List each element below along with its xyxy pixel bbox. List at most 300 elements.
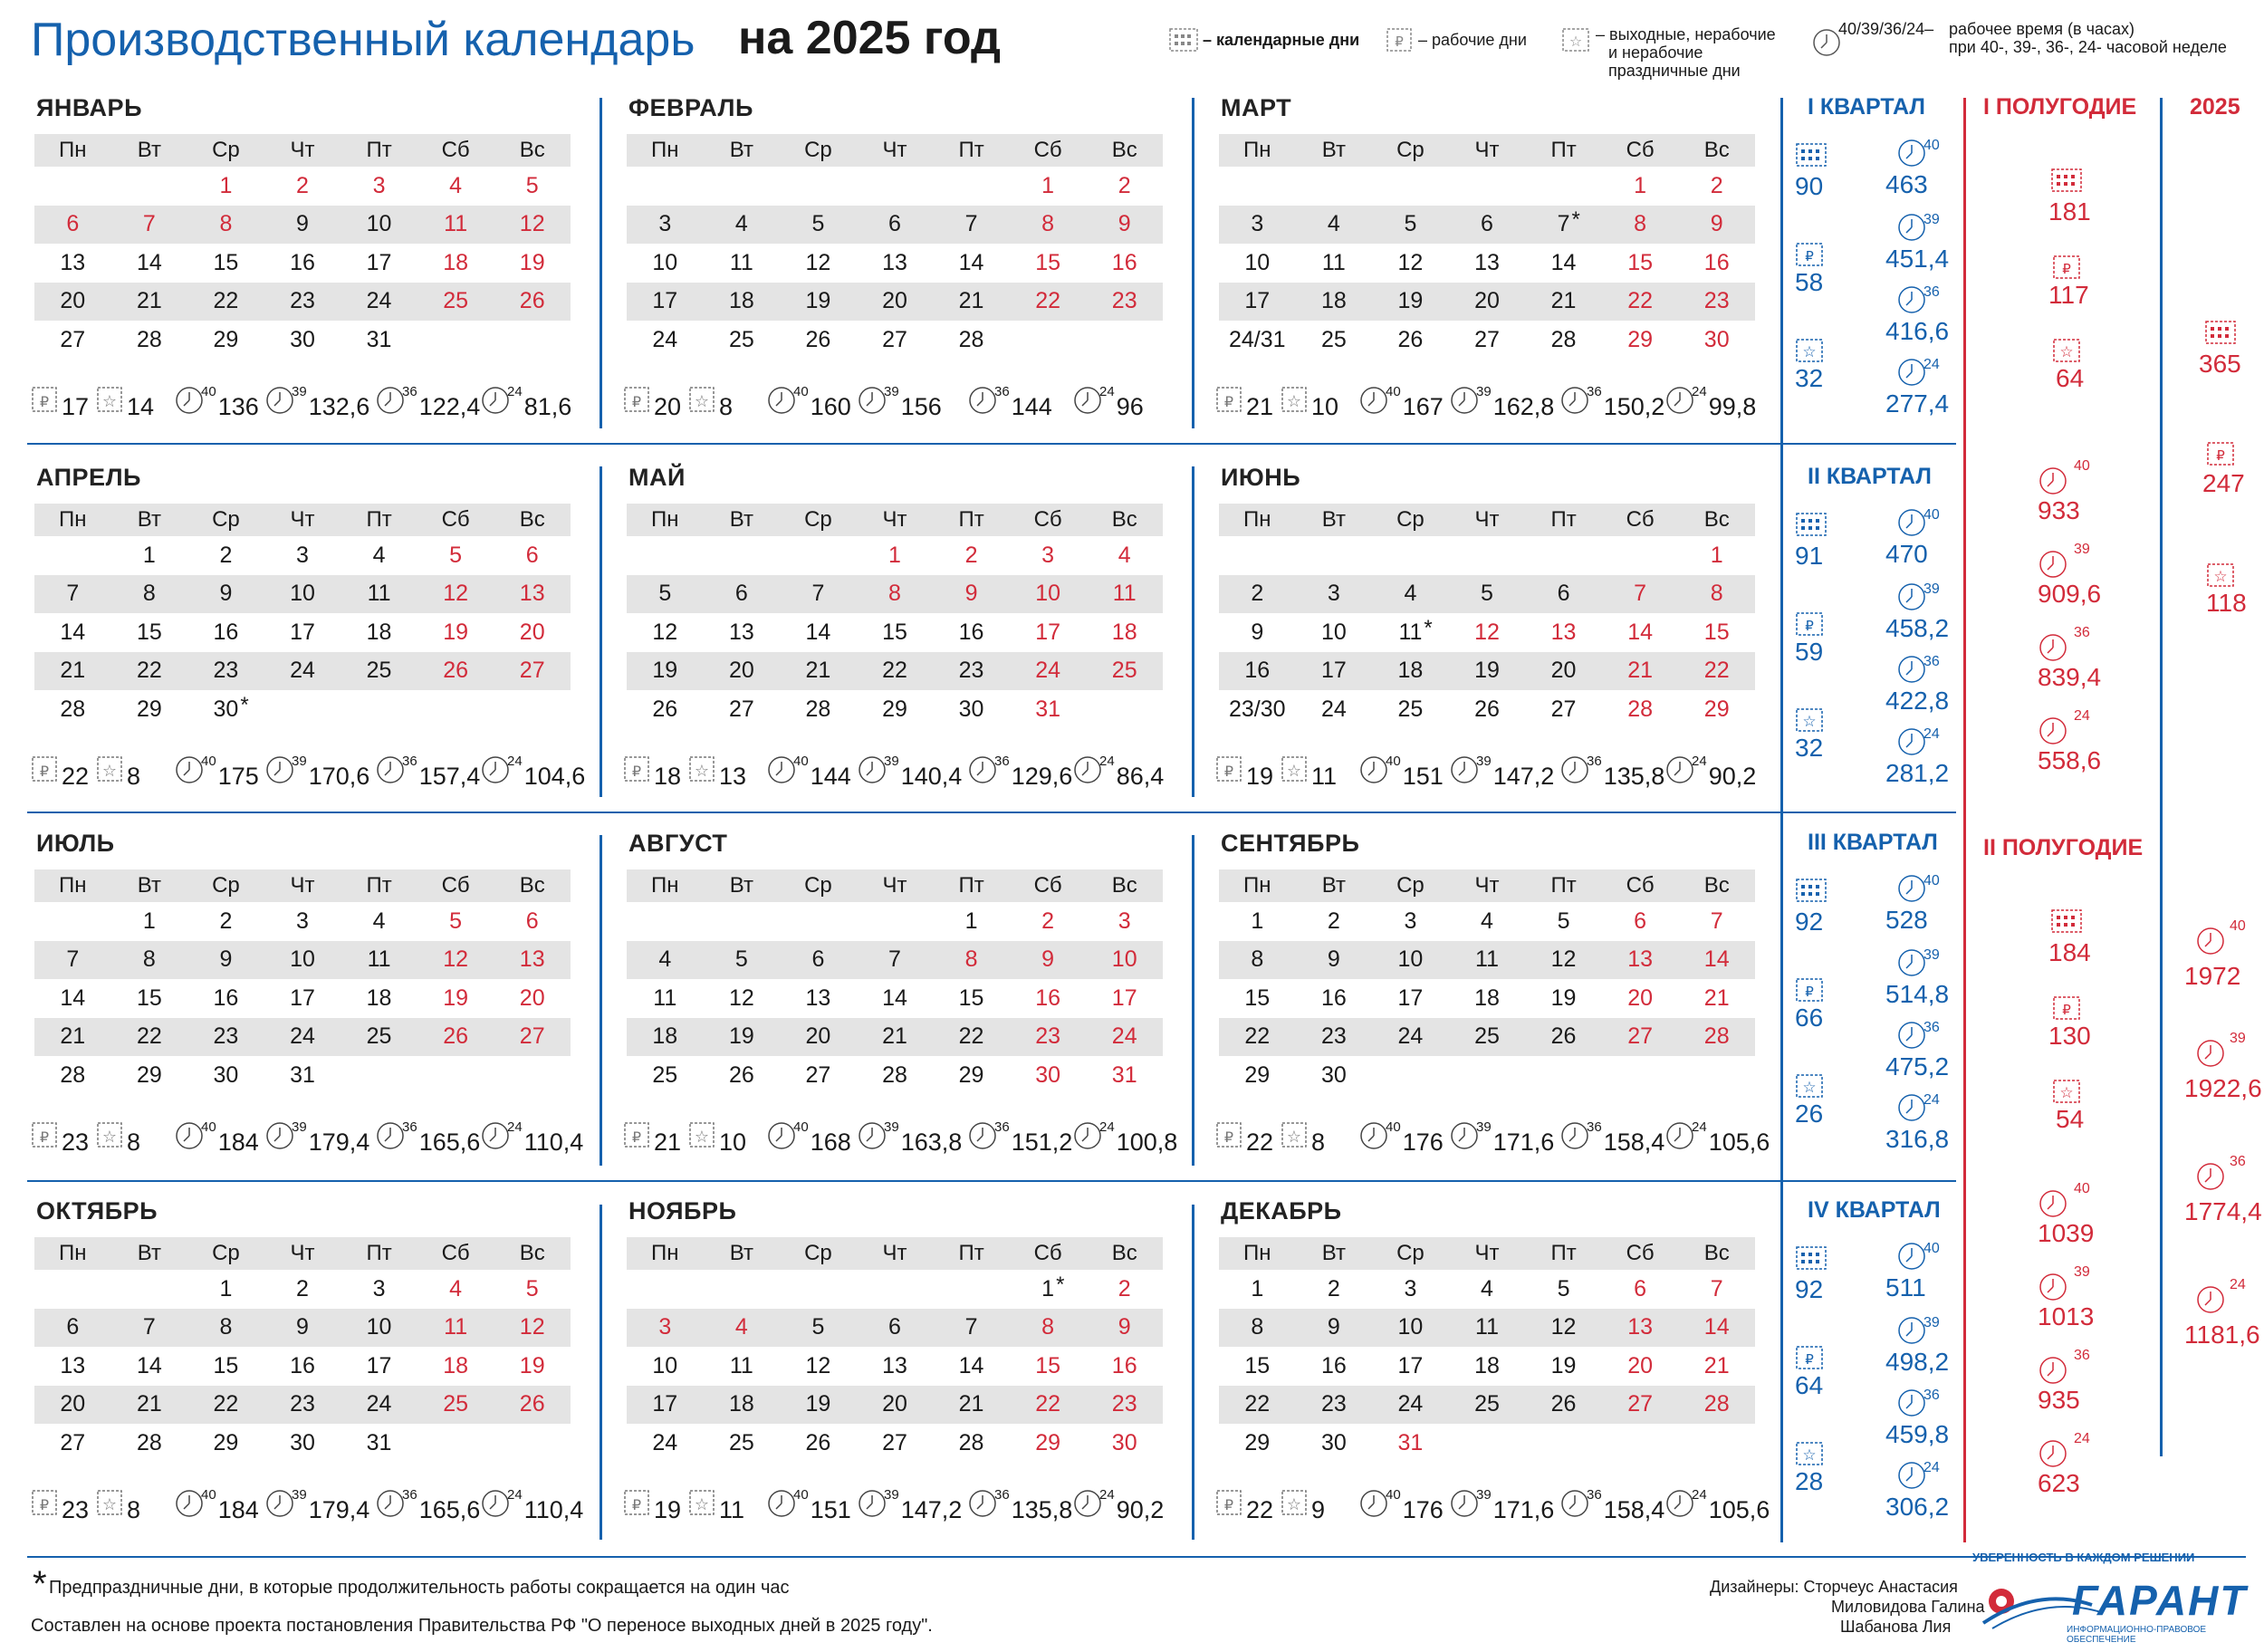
quarter-work-days: 58 bbox=[1795, 268, 1824, 296]
hours-sup: 39 bbox=[1923, 947, 1940, 963]
day-cell: 14 bbox=[805, 619, 831, 645]
day-cell: 14 bbox=[958, 249, 984, 275]
weekend-days-icon bbox=[1281, 754, 1309, 791]
month-grid bbox=[34, 134, 571, 360]
day-cell: 24 bbox=[652, 326, 678, 352]
clock-icon bbox=[1664, 754, 1695, 791]
off-days-stat: ☆ 8 bbox=[1281, 1119, 1325, 1157]
day-cell: 22 bbox=[136, 1023, 162, 1050]
svg-text:☆: ☆ bbox=[1802, 1079, 1817, 1096]
clock-icon bbox=[1896, 1241, 1927, 1276]
day-cell: 29 bbox=[958, 1061, 984, 1088]
weekday-label: Пт bbox=[1550, 138, 1577, 162]
day-cell: 26 bbox=[728, 1061, 754, 1088]
quarter-title: I КВАРТАЛ bbox=[1808, 94, 1925, 120]
clock-icon bbox=[174, 1487, 205, 1524]
weekend-days-icon bbox=[96, 1487, 125, 1524]
day-cell: 9 bbox=[296, 1314, 309, 1340]
weekend-days-icon bbox=[96, 754, 125, 791]
day-cell: 2 bbox=[1041, 908, 1055, 934]
day-cell: 24 bbox=[1035, 658, 1061, 684]
day-cell: 27 bbox=[728, 696, 754, 722]
clock-icon bbox=[1559, 384, 1590, 421]
clock-icon bbox=[967, 384, 998, 421]
day-cell: 30 bbox=[1035, 1061, 1061, 1088]
hours-sup: 24 bbox=[1923, 1460, 1940, 1475]
clock-icon bbox=[857, 1119, 887, 1157]
hours-sup: 24 bbox=[2074, 1431, 2090, 1446]
hours-stat: $^{24}$ 90,2 bbox=[1072, 1487, 1164, 1524]
day-cell: 14 bbox=[882, 984, 907, 1011]
svg-text:₽: ₽ bbox=[39, 764, 50, 780]
month-grid bbox=[1219, 134, 1755, 360]
week-row bbox=[1219, 941, 1755, 980]
weekday-label: Пн bbox=[651, 138, 679, 162]
clock-icon bbox=[480, 754, 511, 791]
quarter-hours-24: 316,8 bbox=[1885, 1125, 1950, 1153]
quarter-hours-39: 458,2 bbox=[1885, 614, 1950, 642]
day-cell: 22 bbox=[213, 1391, 239, 1417]
day-cell: 25 bbox=[1474, 1023, 1500, 1050]
clock-icon bbox=[1449, 754, 1480, 791]
day-cell: 23 bbox=[1035, 1023, 1061, 1050]
week-row bbox=[1219, 244, 1755, 283]
week-row bbox=[34, 902, 571, 941]
day-cell: 19 bbox=[519, 1352, 545, 1378]
day-cell: 20 bbox=[519, 984, 545, 1011]
day-cell: 12 bbox=[728, 984, 754, 1011]
day-cell: 28 bbox=[958, 326, 984, 352]
hours-stat: $^{39}$ 163,8 bbox=[857, 1119, 962, 1157]
weekday-label: Вт bbox=[1321, 138, 1346, 162]
hours-stat: $^{24}$ 81,6 bbox=[480, 384, 571, 421]
working-days-icon bbox=[1215, 384, 1244, 421]
clock-icon bbox=[1072, 1487, 1103, 1524]
day-cell: 5 bbox=[449, 908, 463, 934]
day-cell: 5 bbox=[1404, 211, 1417, 237]
weekday-label: Вт bbox=[729, 507, 753, 532]
half-hours-40: 933 bbox=[2038, 496, 2080, 524]
day-cell: 17 bbox=[1397, 1352, 1424, 1378]
working-days-icon bbox=[623, 1487, 652, 1524]
day-cell: 15 bbox=[136, 619, 162, 645]
half-hours-36: 935 bbox=[2038, 1386, 2080, 1414]
day-cell: 23 bbox=[958, 658, 984, 684]
svg-text:₽: ₽ bbox=[2216, 448, 2225, 464]
quarter-calendar-days: 91 bbox=[1795, 542, 1824, 570]
footer-divider bbox=[27, 1556, 2246, 1558]
day-cell: 6 bbox=[1634, 1275, 1647, 1301]
svg-text:₽: ₽ bbox=[631, 764, 642, 780]
weekday-label: Чт bbox=[290, 507, 315, 532]
quarter-calendar-days: 92 bbox=[1795, 1275, 1824, 1303]
clock-icon bbox=[2195, 1161, 2226, 1196]
hours-stat: $^{40}$ 151 bbox=[766, 1487, 851, 1524]
clock-icon bbox=[1358, 754, 1389, 791]
half-hours-40: 1039 bbox=[2038, 1219, 2095, 1247]
half-calendar-days: 184 bbox=[2048, 938, 2091, 966]
day-cell: 31 bbox=[1035, 696, 1061, 722]
day-cell: 8 bbox=[1251, 946, 1264, 973]
weekday-label: Вт bbox=[1321, 873, 1346, 898]
clock-icon bbox=[1896, 873, 1927, 908]
day-cell: 11 bbox=[653, 984, 677, 1011]
hours-sup: 39 bbox=[1923, 212, 1940, 227]
day-cell: 6 bbox=[734, 581, 748, 607]
day-cell: 16 bbox=[1244, 658, 1271, 684]
month-2 bbox=[623, 94, 1166, 438]
day-cell: 7 bbox=[142, 1314, 156, 1340]
clock-icon bbox=[1358, 1119, 1389, 1157]
clock-icon bbox=[1896, 1020, 1927, 1055]
day-cell: 3 bbox=[296, 908, 309, 934]
day-cell: 30 bbox=[1703, 326, 1730, 352]
clock-icon bbox=[1896, 507, 1927, 543]
clock-icon bbox=[1449, 1487, 1480, 1524]
clock-icon bbox=[1896, 284, 1927, 320]
hours-sup: 39 bbox=[2074, 1264, 2090, 1280]
day-cell: 24 bbox=[290, 658, 315, 684]
week-row bbox=[1219, 1270, 1755, 1309]
clock-icon bbox=[1072, 384, 1103, 421]
day-cell: 7 bbox=[1710, 1275, 1723, 1301]
day-cell: 14 bbox=[1703, 946, 1730, 973]
weekday-label: Вт bbox=[137, 873, 161, 898]
week-row bbox=[34, 244, 571, 283]
week-row bbox=[627, 321, 1163, 360]
hours-sup: 36 bbox=[2230, 1154, 2246, 1169]
week-row bbox=[627, 979, 1163, 1018]
day-cell: 9 bbox=[964, 581, 978, 607]
quarter-hours-39: 514,8 bbox=[1885, 980, 1950, 1008]
weekday-label: Вс bbox=[519, 138, 545, 162]
hours-stat: $^{39}$ 162,8 bbox=[1449, 384, 1554, 421]
weekday-label: Ср bbox=[804, 1241, 832, 1265]
svg-text:₽: ₽ bbox=[1805, 619, 1814, 634]
clock-icon bbox=[1896, 581, 1927, 617]
off-days-stat: ☆ 11 bbox=[688, 1487, 744, 1524]
day-cell: 20 bbox=[1474, 288, 1500, 314]
preholiday-star: * bbox=[1571, 207, 1580, 233]
day-cell: 19 bbox=[728, 1023, 754, 1050]
clock-icon bbox=[1358, 384, 1389, 421]
day-cell: 13 bbox=[519, 946, 545, 973]
week-row bbox=[1219, 1018, 1755, 1057]
row-divider bbox=[27, 443, 1956, 445]
work-days-stat: ₽ 20 bbox=[623, 384, 681, 421]
hours-sup: 36 bbox=[1923, 284, 1940, 300]
day-cell: 14 bbox=[1703, 1314, 1730, 1340]
day-cell: 15 bbox=[1035, 249, 1061, 275]
calendar-days-icon bbox=[2050, 167, 2083, 198]
week-row bbox=[627, 1270, 1163, 1309]
designers: Дизайнеры: Сторчеус Анастасия bbox=[1710, 1578, 1958, 1596]
month-stats bbox=[1215, 1480, 1770, 1525]
day-cell: 31 bbox=[290, 1061, 315, 1088]
day-cell: 27 bbox=[1627, 1391, 1654, 1417]
weekend-days-icon bbox=[96, 384, 125, 421]
quarter-hours-24: 306,2 bbox=[1885, 1493, 1950, 1521]
week-row bbox=[627, 1386, 1163, 1425]
day-cell: 24 bbox=[366, 1391, 392, 1417]
day-cell: 26 bbox=[652, 696, 678, 722]
svg-text:₽: ₽ bbox=[1395, 34, 1404, 50]
working-days-icon bbox=[1386, 25, 1415, 53]
working-days-icon bbox=[1215, 754, 1244, 791]
day-cell: 23 bbox=[1320, 1391, 1347, 1417]
clock-icon bbox=[1559, 1487, 1590, 1524]
day-cell: 30 bbox=[1320, 1429, 1347, 1455]
svg-text:₽: ₽ bbox=[2062, 262, 2071, 277]
svg-text:☆: ☆ bbox=[2059, 1084, 2074, 1101]
weekday-label: Ср bbox=[212, 1241, 240, 1265]
day-cell: 28 bbox=[805, 696, 831, 722]
day-cell: 18 bbox=[1111, 619, 1137, 645]
day-cell: 1 bbox=[1634, 172, 1647, 198]
off-days-stat: ☆ 14 bbox=[96, 384, 154, 421]
hours-stat: $^{24}$ 105,6 bbox=[1664, 1487, 1770, 1524]
day-cell: 30 * bbox=[213, 692, 249, 722]
weekend-days-icon bbox=[1281, 1487, 1309, 1524]
month-name: ОКТЯБРЬ bbox=[36, 1197, 158, 1225]
weekday-label: Вс bbox=[1703, 138, 1730, 162]
weekday-label: Сб bbox=[441, 873, 470, 898]
weekday-label: Чт bbox=[290, 138, 315, 162]
svg-text:☆: ☆ bbox=[1286, 1128, 1302, 1146]
svg-text:₽: ₽ bbox=[39, 1130, 50, 1146]
hours-stat: $^{24}$ 104,6 bbox=[480, 754, 585, 791]
week-row bbox=[627, 206, 1163, 245]
weekday-label: Пн bbox=[651, 1241, 679, 1265]
day-cell: 2 bbox=[1118, 172, 1131, 198]
logo-slogan: УВЕРЕННОСТЬ В КАЖДОМ РЕШЕНИИ bbox=[1972, 1551, 2195, 1564]
weekday-label: Пн bbox=[651, 507, 679, 532]
day-cell: 1 bbox=[219, 1275, 233, 1301]
day-cell: 15 bbox=[213, 1352, 239, 1378]
day-cell: 9 bbox=[219, 946, 233, 973]
day-cell: 20 bbox=[882, 288, 907, 314]
svg-text:₽: ₽ bbox=[1805, 249, 1814, 264]
day-cell: 28 bbox=[136, 326, 162, 352]
day-cell: 12 bbox=[1550, 946, 1577, 973]
hours-stat: $^{24}$ 86,4 bbox=[1072, 754, 1164, 791]
day-cell: 8 bbox=[219, 211, 233, 237]
clock-icon bbox=[1896, 212, 1927, 247]
off-days-stat: ☆ 10 bbox=[1281, 384, 1338, 421]
hours-sup: 36 bbox=[2074, 1348, 2090, 1363]
day-cell: 19 bbox=[1474, 658, 1500, 684]
month-grid bbox=[1219, 1237, 1755, 1463]
weekday-label: Чт bbox=[1474, 873, 1500, 898]
day-cell: 22 bbox=[136, 658, 162, 684]
week-row bbox=[34, 321, 571, 360]
day-cell: 25 bbox=[443, 1391, 469, 1417]
day-cell: 6 bbox=[525, 542, 539, 568]
day-cell: 18 bbox=[728, 1391, 754, 1417]
day-cell: 28 bbox=[1627, 696, 1654, 722]
week-row bbox=[1219, 1056, 1755, 1095]
month-grid bbox=[627, 869, 1163, 1095]
col-divider bbox=[600, 835, 602, 1166]
off-days-stat: ☆ 11 bbox=[1281, 754, 1337, 791]
day-cell: 31 bbox=[1397, 1429, 1424, 1455]
day-cell: 30 bbox=[290, 326, 315, 352]
week-row bbox=[34, 613, 571, 652]
weekday-header bbox=[627, 1237, 1163, 1270]
day-cell: 9 bbox=[1118, 211, 1131, 237]
day-cell: 26 bbox=[1474, 696, 1500, 722]
day-cell: 11 bbox=[1475, 1314, 1499, 1340]
weekend-days-icon bbox=[1561, 25, 1592, 53]
svg-text:₽: ₽ bbox=[39, 395, 50, 410]
clock-icon bbox=[1896, 138, 1927, 173]
day-cell: 21 bbox=[958, 288, 984, 314]
weekday-label: Вт bbox=[137, 138, 161, 162]
svg-text:☆: ☆ bbox=[1802, 1446, 1817, 1464]
work-days-stat: ₽ 18 bbox=[623, 754, 681, 791]
work-days-stat: ₽ 17 bbox=[31, 384, 89, 421]
day-cell: 14 bbox=[1627, 619, 1654, 645]
day-cell: 28 bbox=[882, 1061, 907, 1088]
day-cell: 1 * bbox=[1041, 1272, 1065, 1301]
day-cell: 21 bbox=[958, 1391, 984, 1417]
work-days-stat: ₽ 19 bbox=[623, 1487, 681, 1524]
svg-text:₽: ₽ bbox=[631, 1498, 642, 1513]
day-cell: 24 bbox=[1111, 1023, 1137, 1050]
day-cell: 22 bbox=[213, 288, 239, 314]
half-work-days: 117 bbox=[2048, 281, 2089, 309]
day-cell: 6 bbox=[888, 1314, 901, 1340]
weekday-header bbox=[1219, 869, 1755, 902]
day-cell: 16 bbox=[1111, 1352, 1137, 1378]
off-days-stat: ☆ 9 bbox=[1281, 1487, 1325, 1524]
weekend-days-icon bbox=[96, 1119, 125, 1157]
day-cell: 19 bbox=[652, 658, 678, 684]
hours-sup: 36 bbox=[1923, 654, 1940, 669]
day-cell: 4 bbox=[1481, 908, 1493, 934]
weekday-label: Ср bbox=[1396, 507, 1425, 532]
hours-stat: $^{39}$ 179,4 bbox=[264, 1119, 369, 1157]
clock-icon bbox=[1896, 726, 1927, 762]
day-cell: 29 bbox=[882, 696, 907, 722]
hours-stat: $^{24}$ 110,4 bbox=[480, 1487, 583, 1524]
day-cell: 10 bbox=[1320, 619, 1347, 645]
clock-icon bbox=[174, 754, 205, 791]
day-cell: 30 bbox=[213, 1061, 239, 1088]
hours-stat: $^{39}$ 140,4 bbox=[857, 754, 962, 791]
day-cell: 19 bbox=[443, 619, 469, 645]
weekday-label: Пн bbox=[59, 873, 87, 898]
day-cell: 2 bbox=[296, 172, 309, 198]
day-cell: 21 bbox=[1550, 288, 1577, 314]
weekend-days-icon bbox=[688, 1119, 717, 1157]
day-cell: 29 bbox=[1244, 1061, 1271, 1088]
day-cell: 13 bbox=[1627, 946, 1654, 973]
day-cell: 2 bbox=[1118, 1275, 1131, 1301]
day-cell: 13 bbox=[805, 984, 831, 1011]
day-cell: 11 bbox=[444, 211, 468, 237]
day-cell: 6 bbox=[1481, 211, 1493, 237]
day-cell: 6 bbox=[1634, 908, 1647, 934]
day-cell: 6 bbox=[811, 946, 825, 973]
quarter-hours-24: 277,4 bbox=[1885, 389, 1950, 418]
day-cell: 14 bbox=[136, 1352, 162, 1378]
day-cell: 22 bbox=[1244, 1023, 1271, 1050]
day-cell: 28 bbox=[60, 1061, 86, 1088]
month-name: ИЮНЬ bbox=[1221, 464, 1301, 491]
year-hours-24: 1181,6 bbox=[2184, 1321, 2260, 1349]
clock-icon bbox=[375, 384, 406, 421]
day-cell: 10 bbox=[1035, 581, 1061, 607]
year-off-days: 118 bbox=[2206, 589, 2247, 617]
month-grid bbox=[1219, 869, 1755, 1095]
half-title: I ПОЛУГОДИЕ bbox=[1983, 94, 2137, 120]
day-cell: 4 bbox=[1327, 211, 1340, 237]
week-row bbox=[34, 1270, 571, 1309]
hours-stat: $^{24}$ 105,6 bbox=[1664, 1119, 1770, 1157]
year-work-days: 247 bbox=[2202, 469, 2245, 497]
col-divider bbox=[1192, 835, 1194, 1166]
clock-icon bbox=[1559, 754, 1590, 791]
row-divider bbox=[27, 812, 1956, 813]
weekday-label: Ср bbox=[804, 138, 832, 162]
day-cell: 11 bbox=[367, 946, 391, 973]
day-cell: 16 bbox=[1703, 249, 1730, 275]
day-cell: 5 bbox=[811, 211, 825, 237]
day-cell: 9 bbox=[219, 581, 233, 607]
preholiday-star: * bbox=[1056, 1272, 1065, 1297]
week-row bbox=[34, 1018, 571, 1057]
legend-hours: рабочее время (в часах) при 40-, 39-, 36-, 24- часовой неделе bbox=[1949, 20, 2227, 56]
hours-stat: $^{36}$ 158,4 bbox=[1559, 1119, 1664, 1157]
weekday-label: Сб bbox=[441, 1241, 470, 1265]
weekday-label: Пн bbox=[59, 138, 87, 162]
day-cell: 24 bbox=[652, 1429, 678, 1455]
quarter-hours-24: 281,2 bbox=[1885, 759, 1950, 787]
clock-icon bbox=[375, 1487, 406, 1524]
weekday-label: Пн bbox=[1243, 138, 1271, 162]
clock-icon bbox=[480, 1487, 511, 1524]
month-stats bbox=[31, 1480, 584, 1525]
off-days-stat: ☆ 10 bbox=[688, 1119, 746, 1157]
svg-text:☆: ☆ bbox=[694, 392, 710, 410]
svg-text:₽: ₽ bbox=[1805, 1352, 1814, 1368]
hours-sup: 39 bbox=[2074, 542, 2090, 557]
calendar-days-icon bbox=[1795, 511, 1828, 543]
month-12 bbox=[1215, 1197, 1770, 1542]
half-hours-24: 558,6 bbox=[2038, 746, 2102, 774]
hours-sup: 39 bbox=[2230, 1031, 2246, 1046]
week-row bbox=[1219, 206, 1755, 245]
month-10 bbox=[31, 1197, 584, 1542]
day-cell: 7 bbox=[888, 946, 901, 973]
day-cell: 7 bbox=[964, 1314, 978, 1340]
clock-icon bbox=[857, 754, 887, 791]
day-cell: 26 bbox=[443, 1023, 469, 1050]
day-cell: 13 bbox=[60, 249, 86, 275]
month-name: ИЮЛЬ bbox=[36, 830, 115, 857]
day-cell: 1 bbox=[1041, 172, 1055, 198]
day-cell: 30 bbox=[290, 1429, 315, 1455]
hours-sup: 24 bbox=[1923, 357, 1940, 372]
day-cell: 9 bbox=[1327, 1314, 1340, 1340]
day-cell: 16 bbox=[290, 249, 315, 275]
day-cell: 14 bbox=[958, 1352, 984, 1378]
day-cell: 3 bbox=[1041, 542, 1055, 568]
hours-stat: $^{36}$ 165,6 bbox=[375, 1119, 480, 1157]
off-days-stat: ☆ 13 bbox=[688, 754, 746, 791]
hours-sup: 36 bbox=[2074, 625, 2090, 640]
